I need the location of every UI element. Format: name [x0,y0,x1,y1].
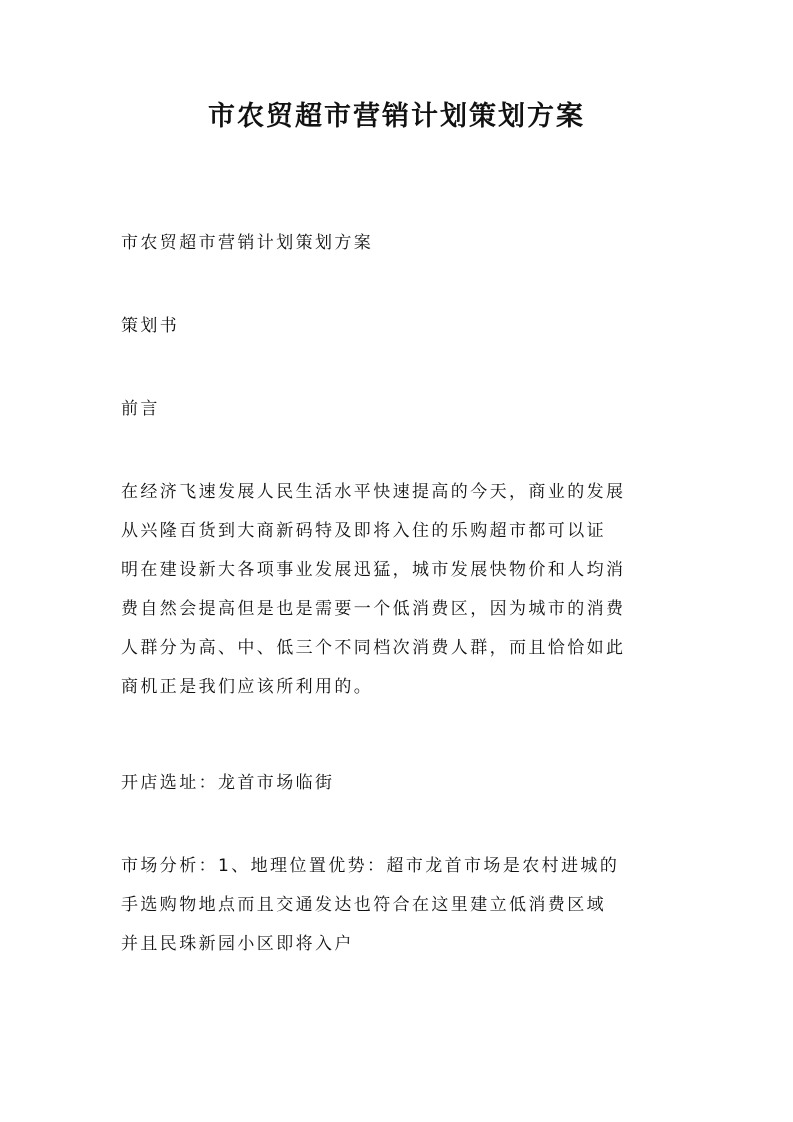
market-analysis-line: 手选购物地点而且交通发达也符合在这里建立低消费区域 [121,895,606,915]
preface-paragraph [121,481,681,715]
store-location: 开店选址：龙首市场临街 [121,773,335,793]
preface-line: 人群分为高、中、低三个不同档次消费人群，而且恰恰如此 [121,638,626,658]
market-analysis-paragraph [121,855,681,972]
preface-line: 费自然会提高但是也是需要一个低消费区，因为城市的消费 [121,599,626,619]
preface-heading: 前言 [121,399,160,419]
preface-line: 在经济飞速发展人民生活水平快速提高的今天，商业的发展 [121,482,626,502]
document-subtitle: 市农贸超市营销计划策划方案 [121,233,374,253]
document-title: 市农贸超市营销计划策划方案 [208,101,585,132]
market-analysis-line: 市场分析：1、地理位置优势：超市龙首市场是农村进城的 [121,856,620,876]
market-analysis-line: 并且民珠新园小区即将入户 [121,934,354,954]
section-label: 策划书 [121,316,180,336]
preface-line: 从兴隆百货到大商新码特及即将入住的乐购超市都可以证 [121,521,606,541]
preface-line: 明在建设新大各项事业发展迅猛，城市发展快物价和人均消 [121,560,626,580]
preface-line: 商机正是我们应该所利用的。 [121,677,374,697]
